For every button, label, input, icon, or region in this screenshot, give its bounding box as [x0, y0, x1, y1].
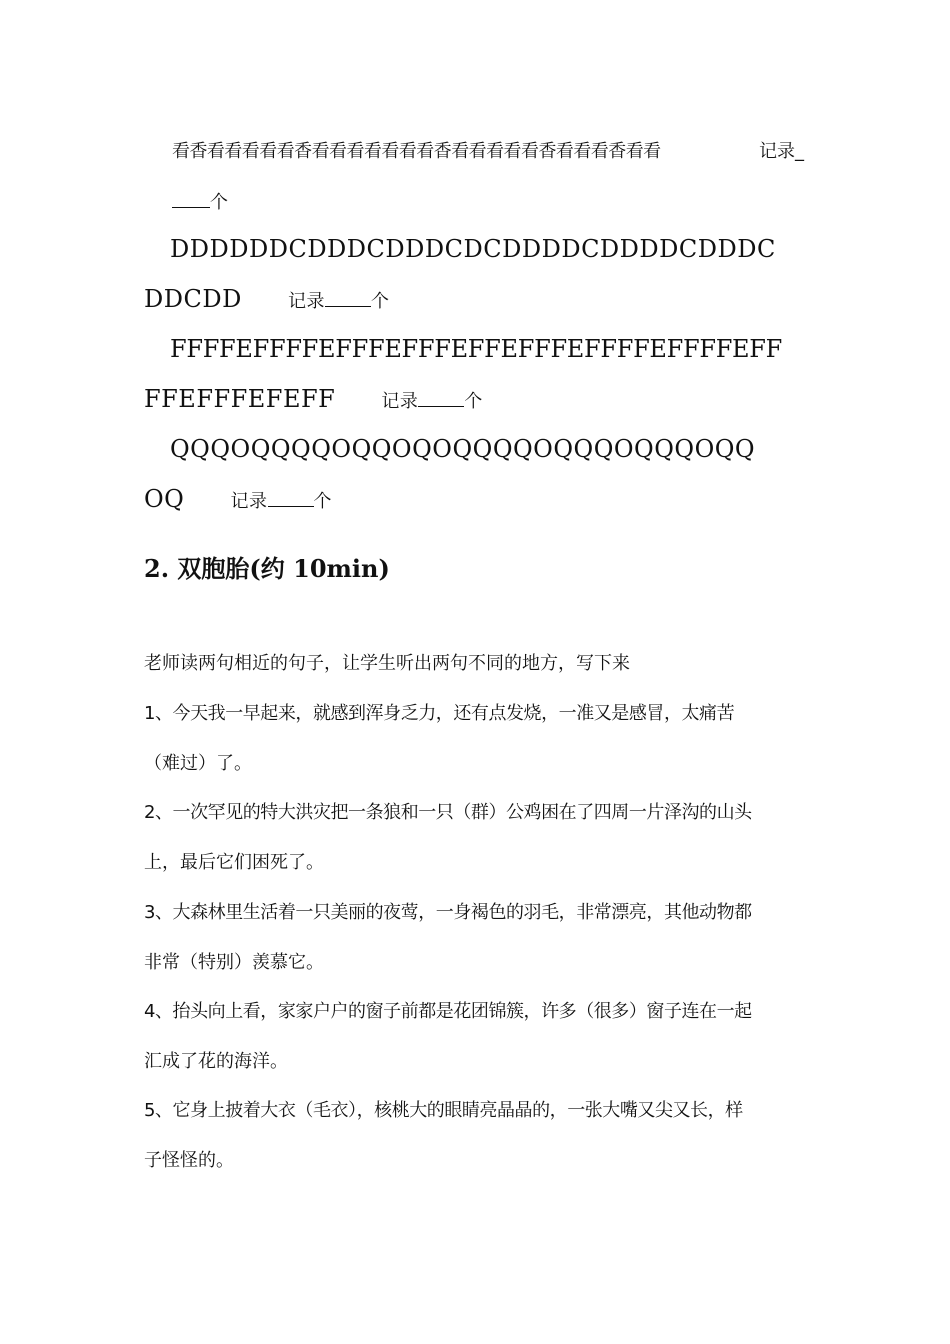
record-2-record-label: 记录 [287, 291, 325, 312]
sentence-2-text: 2、一次罕见的特大洪灾把一条狼和一只（群）公鸡困在了四周一片泽沟的山头 [144, 802, 752, 823]
record-4-line-1 [170, 434, 755, 464]
record-3-unit: 个 [464, 391, 483, 412]
sentence-2-line-2 [144, 851, 324, 875]
record-1-line-1 [172, 140, 661, 164]
record-2-answer-blank[interactable] [325, 288, 371, 307]
section-heading [144, 554, 390, 584]
sentence-5-line-1 [144, 1099, 743, 1123]
record-1-sequence: 看香看看看看看香看看看看看看看香看看看看看香看看看香看看 [172, 141, 661, 162]
record-4-line-2 [144, 484, 332, 517]
record-3-record-label: 记录 [381, 391, 419, 412]
sentence-3-text: 3、大森林里生活着一只美丽的夜莺，一身褐色的羽毛，非常漂亮，其他动物都 [144, 902, 752, 923]
record-2-line-2 [144, 284, 389, 317]
record-2-sequence: DDDDDDCDDDCDDDCDCDDDDCDDDDCDDDC [170, 235, 776, 263]
sentence-4-text: 4、抬头向上看，家家户户的窗子前都是花团锦簇，许多（很多）窗子连在一起 [144, 1001, 752, 1022]
record-4-sequence: QQQOQQQQOQQOQOQQQQOQQQOQQQOQQ [170, 435, 756, 463]
record-3-answer-blank[interactable] [418, 388, 464, 407]
record-4-sequence-cont: OQ [144, 485, 185, 513]
sentence-1-text-cont: （难过）了。 [144, 753, 252, 774]
record-1-line-2 [172, 189, 228, 215]
record-1-unit: 个 [210, 192, 228, 213]
record-4-answer-blank[interactable] [268, 488, 314, 507]
record-2-sequence-cont: DDCDD [144, 285, 242, 313]
record-2-line-1 [170, 234, 776, 264]
record-4-unit: 个 [313, 491, 332, 512]
sentence-3-line-2 [144, 951, 324, 975]
record-3-sequence: FFFFEFFFFEFFFEFFFEFFEFFFEFFFFEFFFFEFF [170, 335, 782, 363]
record-3-sequence-cont: FFEFFFEFEFF [144, 385, 336, 413]
sentence-1-line-1 [144, 702, 734, 726]
sentence-5-text-cont: 子怪怪的。 [144, 1150, 234, 1171]
sentence-1-line-2 [144, 752, 252, 776]
sentence-3-text-cont: 非常（特别）羡慕它。 [144, 952, 324, 973]
record-2-unit: 个 [370, 291, 390, 312]
record-1-answer-blank[interactable] [172, 189, 210, 208]
record-3-line-2 [144, 384, 483, 417]
record-4-record-label: 记录 [230, 491, 268, 512]
sentence-2-line-1 [144, 801, 752, 825]
sentence-4-line-2 [144, 1050, 288, 1074]
sentence-2-text-cont: 上，最后它们困死了。 [144, 852, 324, 873]
sentence-3-line-1 [144, 901, 752, 925]
record-1-label [759, 140, 804, 164]
instruction-line [144, 652, 630, 676]
record-3-line-1 [170, 334, 782, 364]
sentence-5-line-2 [144, 1149, 234, 1173]
sentence-4-text-cont: 汇成了花的海洋。 [144, 1051, 288, 1072]
sentence-4-line-1 [144, 1000, 752, 1024]
sentence-5-text: 5、它身上披着大衣（毛衣），核桃大的眼睛亮晶晶的，一张大嘴又尖又长，样 [144, 1100, 743, 1121]
instruction-text: 老师读两句相近的句子，让学生听出两句不同的地方，写下来 [144, 653, 630, 674]
sentence-1-text: 1、今天我一早起来，就感到浑身乏力，还有点发烧，一准又是感冒，太痛苦 [144, 703, 735, 724]
record-1-record-label: 记录_ [759, 141, 804, 162]
section-title: 2. 双胞胎(约 10min) [144, 554, 390, 583]
